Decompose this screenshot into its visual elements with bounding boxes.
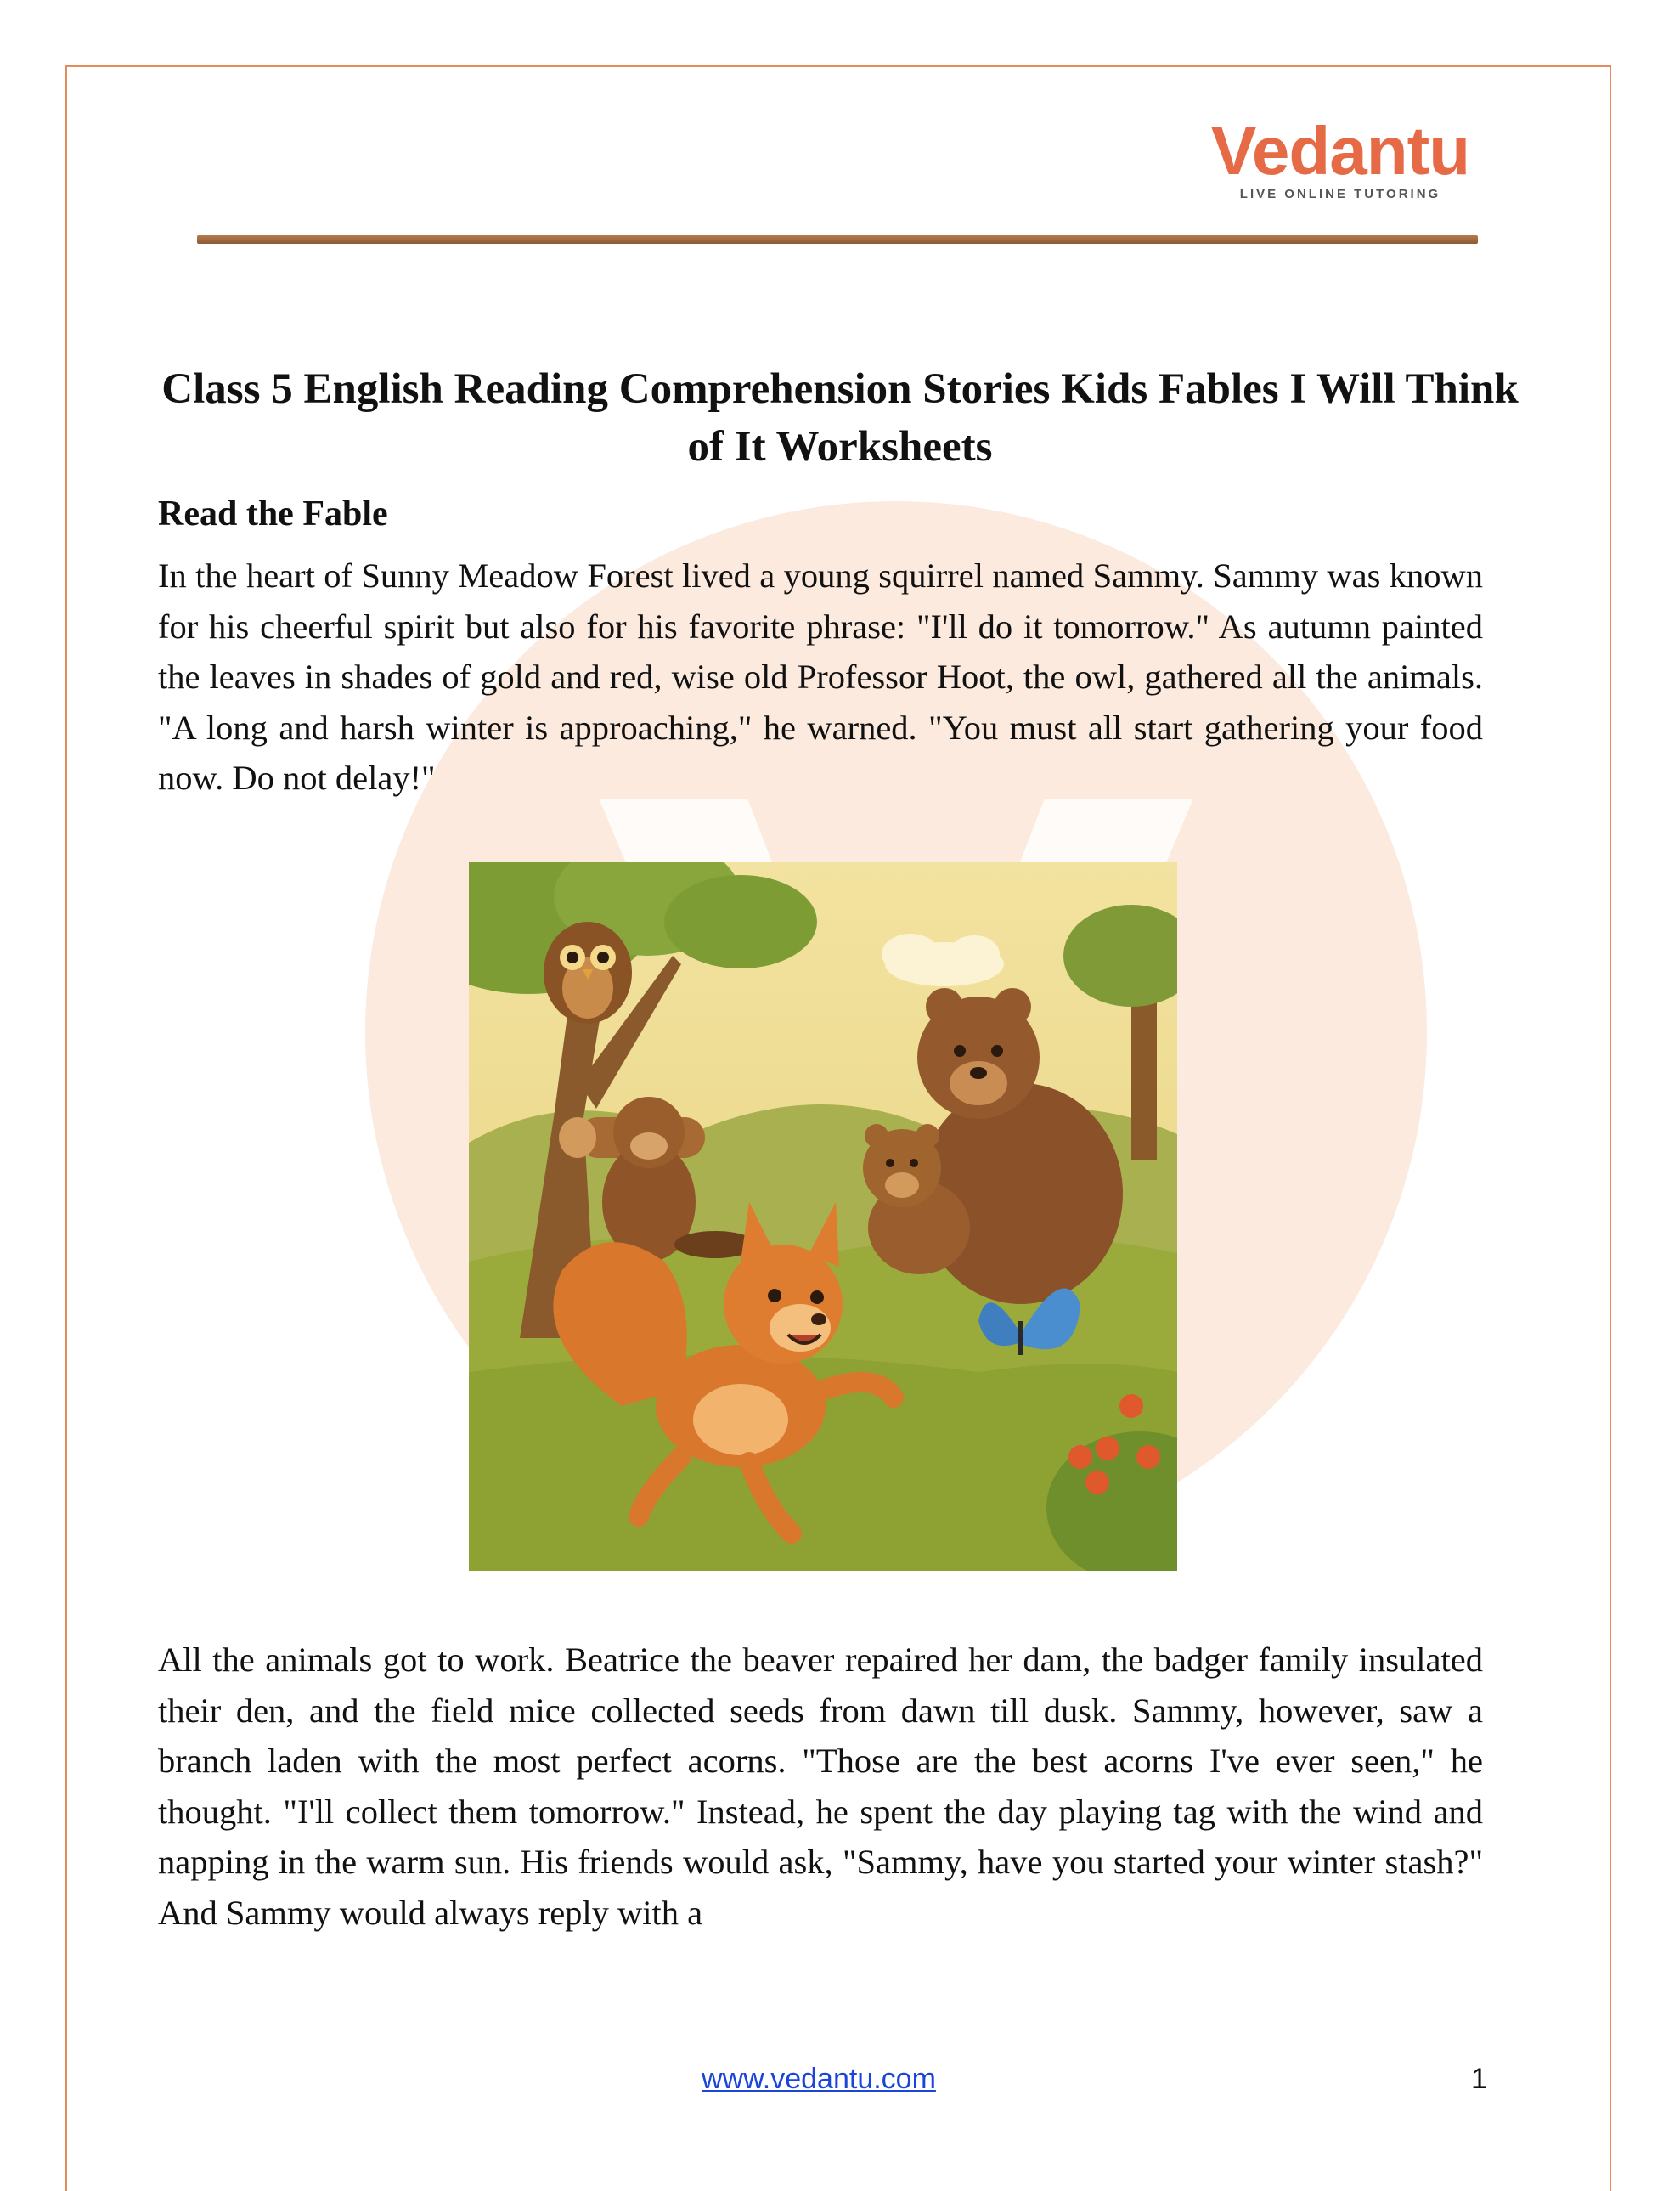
story-paragraph-2: All the animals got to work. Beatrice the beaver repaired her dam, the badger family insulated their den, and the field mice collected seeds from dawn till dusk. Sammy, however, saw a branch laden with the most perfect acorns. "Those are the best acorns I've ever seen," he thought. "I'll collect them tomorrow." Instead, he spent the day playing tag with the wind and napping in the warm sun. His friends would ask, "Sammy, have you started your winter stash?" And Sammy would always reply with a <box>158 1640 1483 1932</box>
page-title: Class 5 English Reading Comprehension Stories Kids Fables I Will Think of It Worksheets <box>161 365 1519 471</box>
forest-animals-illustration <box>469 862 1177 1571</box>
vedantu-website-link[interactable]: www.vedantu.com <box>702 2063 936 2095</box>
header-divider <box>197 235 1478 244</box>
story-paragraph-1: In the heart of Sunny Meadow Forest lived a young squirrel named Sammy. Sammy was known for his cheerful spirit but also for his favorite phrase: "I'll do it tomorrow." As autumn painted the leaves in shades of gold and red, wise old Professor Hoot, the owl, gathered all the animals. "A long and harsh winter is approaching," he warned. "You must all start gathering your food now. Do not delay!" <box>158 556 1483 797</box>
logo-tagline: LIVE ONLINE TUTORING <box>1239 187 1441 201</box>
page-number: 1 <box>1471 2063 1487 2095</box>
logo-wordmark: Vedantu <box>1210 113 1470 189</box>
section-heading: Read the Fable <box>158 494 388 534</box>
vedantu-logo[interactable] <box>1204 109 1476 219</box>
owl-icon <box>544 922 632 1024</box>
